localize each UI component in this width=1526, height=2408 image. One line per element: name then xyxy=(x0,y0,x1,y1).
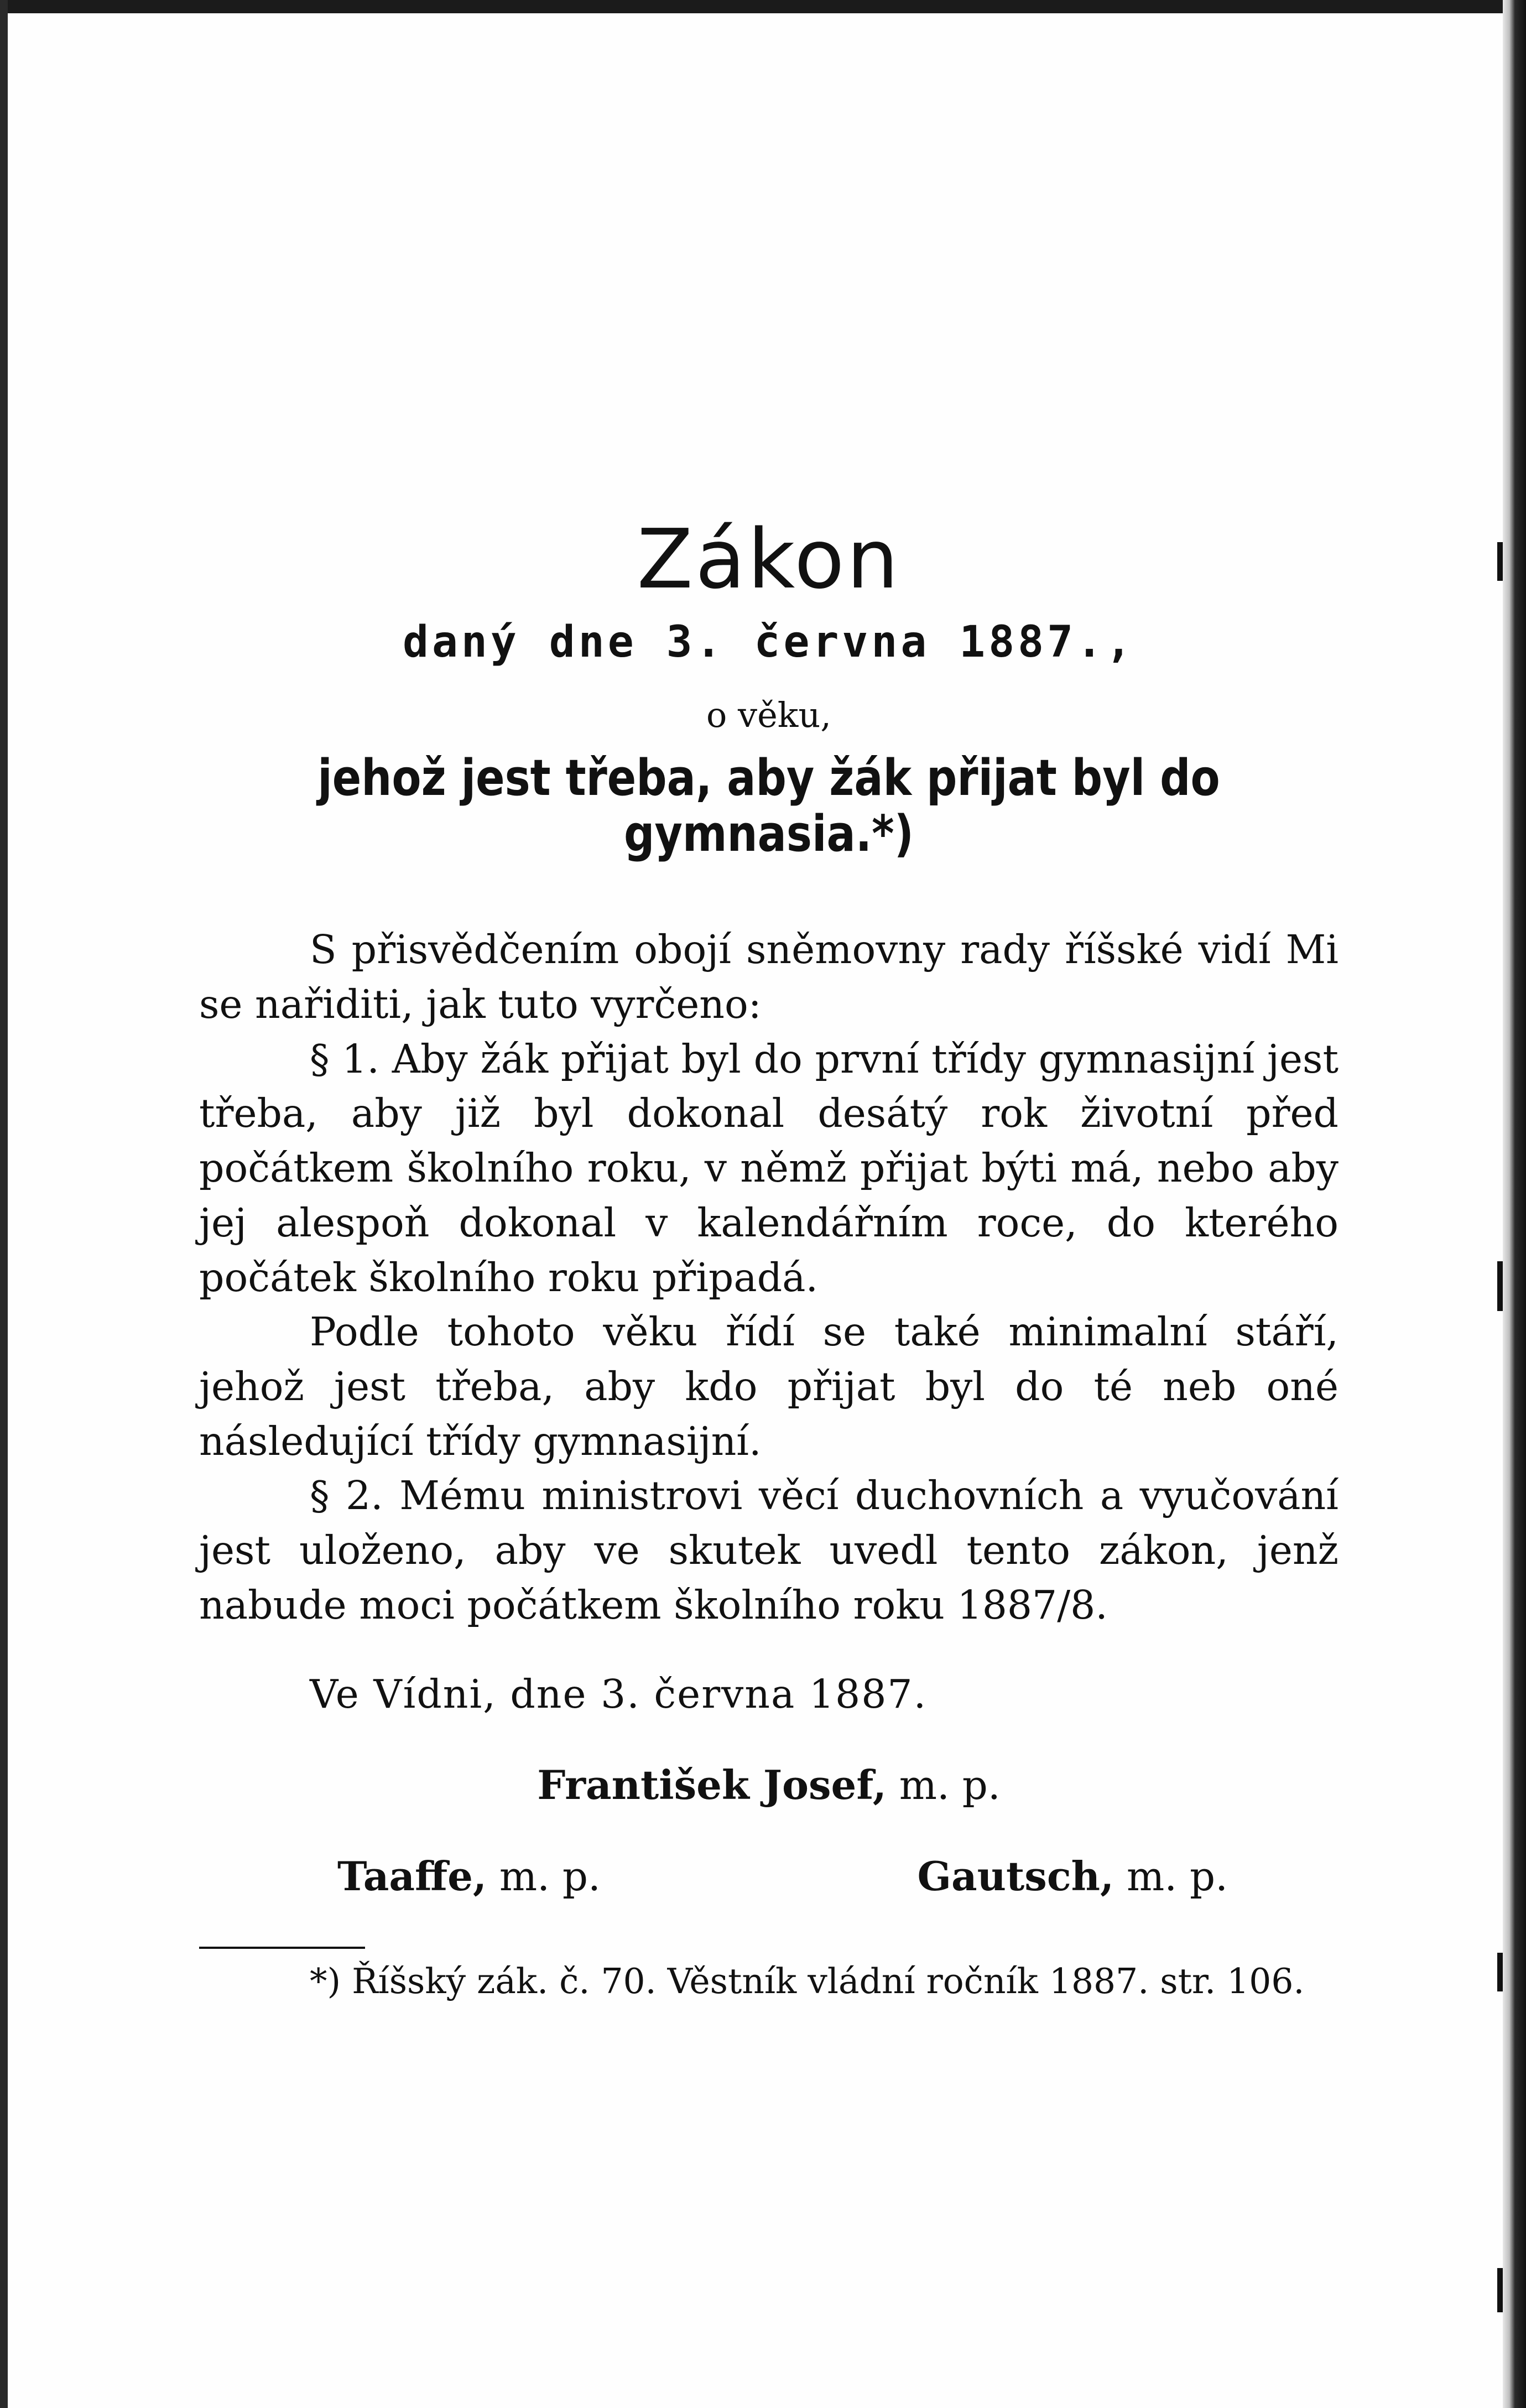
law-subject-intro: o věku, xyxy=(706,695,831,736)
law-date-line: daný dne 3. června 1887., xyxy=(403,617,1135,667)
signature-suffix: m. p. xyxy=(1114,1853,1228,1900)
law-body xyxy=(199,923,1338,1632)
signature-suffix: m. p. xyxy=(486,1853,601,1900)
emperor-signature xyxy=(199,1761,1338,1808)
edge-mark xyxy=(1497,542,1503,581)
footnote-divider xyxy=(199,1947,365,1949)
document-content xyxy=(199,514,1338,2006)
signature-name: Gautsch, xyxy=(917,1853,1114,1900)
footnote: *) Říšský zák. č. 70. Věstník vládní ročník 1887. str. 106. xyxy=(310,1961,1305,2002)
top-scan-edge xyxy=(0,0,1526,13)
age-requirement-paragraph: Podle tohoto věku řídí se také minimalní stáří, jehož jest třeba, aby kdo přijat byl do té neb oné následující třídy gymnasijní. xyxy=(199,1309,1338,1464)
law-subject-heading: jehož jest třeba, aby žák přijat byl do gymnasia.*) xyxy=(317,748,1220,863)
taaffe-signature xyxy=(337,1853,601,1900)
edge-mark xyxy=(1497,1953,1503,1991)
signature-suffix: m. p. xyxy=(886,1762,1001,1809)
edge-mark xyxy=(1497,2268,1503,2312)
left-scan-edge xyxy=(0,0,8,2408)
right-scan-edge xyxy=(1503,0,1526,2408)
edge-mark xyxy=(1497,1261,1503,1311)
preamble-paragraph: S přisvědčením obojí sněmovny rady říšské vidí Mi se nařiditi, jak tuto vyrčeno: xyxy=(199,927,1338,1028)
section-1-paragraph: § 1. Aby žák přijat byl do první třídy gymnasijní jest třeba, aby již byl dokonal desátý rok životní před počátkem školního roku, v němž přijat býti má, nebo aby jej alespoň dokonal v kalendářním roce, do kterého počátek školního roku připadá. xyxy=(199,1036,1338,1301)
minister-signatures xyxy=(199,1853,1338,1900)
document-title: Zákon xyxy=(637,512,901,607)
signature-name: Taaffe, xyxy=(337,1853,487,1900)
signature-name: František Josef, xyxy=(537,1761,887,1809)
place-and-date: Ve Vídni, dne 3. června 1887. xyxy=(310,1671,928,1718)
section-2-paragraph: § 2. Mému ministrovi věcí duchovních a vyučování jest uloženo, aby ve skutek uvedl tento zákon, jenž nabude moci počátkem školního roku 1887/8. xyxy=(199,1473,1338,1628)
gautsch-signature xyxy=(918,1853,1228,1900)
